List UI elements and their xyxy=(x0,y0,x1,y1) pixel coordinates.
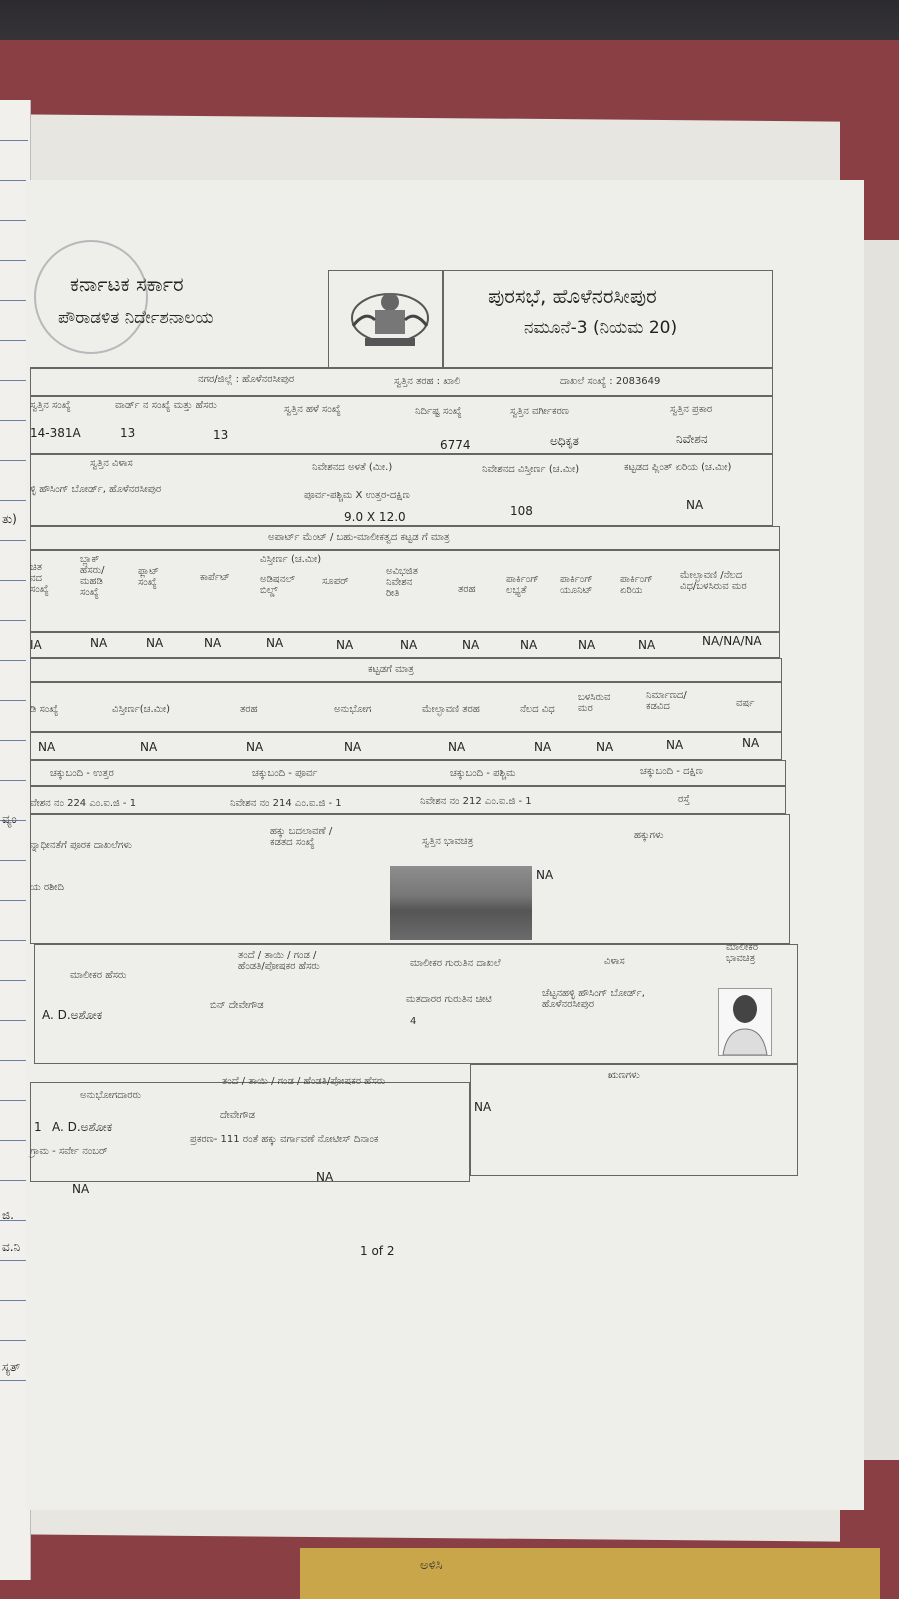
building-h6: ಬಳಸಿರುವ ಮರ xyxy=(578,692,611,714)
margin-text: ವ.ನಿ xyxy=(2,1240,21,1254)
apartment-title: ಅಪಾರ್ಟ್ ಮೆಂಟ್ / ಬಹು-ಮಾಲೀಕತ್ವದ ಕಟ್ಟಡ ಗೆ ಮಾತ್ರ xyxy=(268,532,450,543)
docs-value: ಯ ರಶೀದಿ xyxy=(30,882,64,893)
ward-name: 13 xyxy=(213,428,229,442)
photo-header: ಸ್ವತ್ತಿನ ಭಾವಚಿತ್ರ xyxy=(422,836,474,847)
apartment-v8: NA xyxy=(520,638,538,652)
apartment-v7: NA xyxy=(462,638,480,652)
old-number-header: ಸ್ವತ್ತಿನ ಹಳೆ ಸಂಖ್ಯೆ xyxy=(284,404,341,415)
rights-value: NA xyxy=(536,868,554,882)
apartment-h7: ತರಹ xyxy=(458,584,476,595)
survey-label: ಗ್ರಾಮ - ಸರ್ವೇ ನಂಬರ್ xyxy=(30,1146,108,1157)
apartment-h11: ಮೇಲ್ಛಾವಣಿ /ನೆಲದ ವಿಧ/ಬಳಸಿರುವ ಮರ xyxy=(680,570,747,592)
boundary-south-header: ಚಕ್ಕುಬಂದಿ - ದಕ್ಷಿಣ xyxy=(640,766,703,777)
owner-photo xyxy=(718,988,772,1056)
boundary-north-header: ಚಕ್ಕುಬಂದಿ - ಉತ್ತರ xyxy=(50,768,114,779)
ward-number: 13 xyxy=(120,426,136,440)
margin-text: ಜಿ. xyxy=(2,1208,14,1222)
property-number-header: ಸ್ವತ್ತಿನ ಸಂಖ್ಯೆ xyxy=(30,400,71,411)
person-icon xyxy=(719,989,771,1055)
owner-address: ಚೆಟ್ಟನಹಳ್ಳಿ ಹೌಸಿಂಗ್ ಬೋರ್ಡ್, ಹೊಳೆನರಸೀಪುರ xyxy=(542,988,645,1010)
apartment-v1: NA xyxy=(90,636,108,650)
apartment-v3: NA xyxy=(204,636,222,650)
owner-parent-header: ತಂದೆ / ತಾಯಿ / ಗಂಡ / ಹೆಂಡತಿ/ಪೋಷಕರ ಹೆಸರು xyxy=(238,950,320,972)
plinth-header: ಕಟ್ಟಡದ ಪ್ಲಿಂತ್ ಏರಿಯ (ಚ.ಮೀ) xyxy=(624,462,732,473)
plinth-value: NA xyxy=(686,498,704,512)
owner-id-label: ಮತದಾರರ ಗುರುತಿನ ಚೀಟಿ xyxy=(406,994,492,1005)
occupant-name: A. D.ಅಶೋಕ xyxy=(52,1120,113,1134)
apartment-h9: ಪಾರ್ಕಿಂಗ್ ಯೂನಿಟ್ xyxy=(560,574,593,596)
dimension-value: 9.0 X 12.0 xyxy=(344,510,406,524)
building-h2: ತರಹ xyxy=(240,704,258,715)
address-header: ಸ್ವತ್ತಿನ ವಿಳಾಸ xyxy=(90,458,133,469)
building-v3: NA xyxy=(344,740,362,754)
owner-name: A. D.ಅಶೋಕ xyxy=(42,1008,103,1022)
owner-id-header: ಮಾಲೀಕರ ಗುರುತಿನ ದಾಖಲೆ xyxy=(410,958,501,969)
property-type-label: ಸ್ವತ್ತಿನ ತರಹ : ಖಾಲಿ xyxy=(394,376,461,387)
property-address: ಳ್ಳಿ ಹೌಸಿಂಗ್ ಬೋರ್ಡ್, ಹೊಳೆನರಸೀಪುರ xyxy=(30,484,162,495)
building-v4: NA xyxy=(448,740,466,754)
building-v6: NA xyxy=(596,740,614,754)
dimension-label: ಪೂರ್ವ-ಪಶ್ಚಿಮ X ಉತ್ತರ-ದಕ್ಷಿಣ xyxy=(304,490,410,501)
building-h3: ಅನುಭೋಗ xyxy=(334,704,372,715)
property-kind-header: ಸ್ವತ್ತಿನ ಪ್ರಕಾರ xyxy=(670,404,713,415)
apartment-v6: NA xyxy=(400,638,418,652)
specific-number: 6774 xyxy=(440,438,471,452)
apartment-v0: IA xyxy=(30,638,42,652)
boundary-east: ನಿವೇಶನ ನಂ 214 ಎಂ.ಐ.ಜಿ - 1 xyxy=(230,798,342,809)
property-form xyxy=(30,270,798,1205)
classification: ಅಧಿಕೃತ xyxy=(550,434,579,448)
owner-parent: ಬಿನ್ ದೇವೇಗೌಡ xyxy=(210,1000,264,1011)
property-photo xyxy=(390,866,532,940)
building-h1: ವಿಸ್ತೀರ್ಣ(ಚ.ಮೀ) xyxy=(112,704,171,715)
apartment-h2: ಫ್ಲಾಟ್ ಸಂಖ್ಯೆ xyxy=(138,566,159,588)
form-number: ನಮೂನೆ-3 (ನಿಯಮ 20) xyxy=(524,318,678,338)
building-h0: ಡಿ ಸಂಖ್ಯೆ xyxy=(30,704,59,715)
apartment-h10: ಪಾರ್ಕಿಂಗ್ ಏರಿಯ xyxy=(620,574,653,596)
margin-text: ಸ್ಯತ್ xyxy=(2,1360,21,1374)
dimension-header: ನಿವೇಶನದ ಅಳತೆ (ಮೀ.) xyxy=(312,462,393,473)
building-h7: ನಿರ್ಮಾಣದ/ ಕಡವಿದ xyxy=(646,690,687,712)
notice-value: NA xyxy=(316,1170,334,1184)
encumbrance-value: NA xyxy=(474,1100,492,1114)
boundary-west-header: ಚಕ್ಕುಬಂದಿ - ಪಶ್ಚಿಮ xyxy=(450,768,516,779)
apartment-h8: ಪಾರ್ಕಿಂಗ್ ಲಭ್ಯತೆ xyxy=(506,574,539,596)
building-v2: NA xyxy=(246,740,264,754)
building-h5: ನೆಲದ ವಿಧ xyxy=(520,704,555,715)
property-kind: ನಿವೇಶನ xyxy=(676,432,708,446)
apartment-h0: ಚಿತ ನದ ಸಂಖ್ಯೆ xyxy=(30,562,49,595)
state-emblem-icon xyxy=(345,280,435,355)
bottom-strip xyxy=(300,1548,880,1599)
area-header: ನಿವೇಶನದ ವಿಸ್ತೀರ್ಣ (ಚ.ಮೀ) xyxy=(482,464,580,475)
boundary-east-header: ಚಕ್ಕುಬಂದಿ - ಪೂರ್ವ xyxy=(252,768,318,779)
city-district: ನಗರ/ಜಿಲ್ಲೆ : ಹೊಳೆನರಸೀಪುರ xyxy=(198,374,295,385)
apartment-v9: NA xyxy=(578,638,596,652)
occupant-parent-header: ತಂದೆ / ತಾಯಿ / ಗಂಡ / ಹೆಂಡತಿ/ಪೋಷಕರ ಹೆಸರು xyxy=(222,1076,386,1087)
occupant-header: ಅನುಭೋಗದಾರರು xyxy=(80,1090,141,1101)
dept-title: ಪೌರಾಡಳಿತ ನಿರ್ದೇಶನಾಲಯ xyxy=(58,308,214,328)
margin-text: ತು) xyxy=(2,512,17,526)
apartment-v4: NA xyxy=(266,636,284,650)
property-number: 14-381A xyxy=(30,426,81,440)
building-v7: NA xyxy=(666,738,684,752)
ward-header: ವಾರ್ಡ್ ನ ಸಂಖ್ಯೆ ಮತ್ತು ಹೆಸರು xyxy=(115,400,217,411)
owner-photo-header: ಮಾಲೀಕರ ಭಾವಚಿತ್ರ xyxy=(726,942,759,964)
building-v0: NA xyxy=(38,740,56,754)
building-h4: ಮೇಲ್ಛಾವಣಿ ತರಹ xyxy=(422,704,480,715)
owner-address-header: ವಿಳಾಸ xyxy=(604,956,625,967)
survey-value: NA xyxy=(72,1182,90,1196)
specific-number-header: ನಿರ್ದಿಷ್ಟ ಸಂಖ್ಯೆ xyxy=(415,406,462,417)
building-v5: NA xyxy=(534,740,552,754)
building-v1: NA xyxy=(140,740,158,754)
boundary-south: ರಸ್ತೆ xyxy=(678,794,690,805)
page-number: 1 of 2 xyxy=(360,1244,395,1258)
municipality-title: ಪುರಸಭೆ, ಹೊಳೆನರಸೀಪುರ xyxy=(488,284,657,308)
apartment-v11: NA/NA/NA xyxy=(702,634,762,648)
apartment-v2: NA xyxy=(146,636,164,650)
building-v8: NA xyxy=(742,736,760,750)
apartment-h1: ಬ್ಲಾಕ್ ಹೆಸರು/ ಮಹಡಿ ಸಂಖ್ಯೆ xyxy=(80,554,105,598)
notice-label: ಪ್ರಕರಣ- 111 ರಂತೆ ಹಕ್ಕು ವರ್ಗಾವಣೆ ನೋಟೀಸ್ ದಿನಾಂಕ xyxy=(190,1134,379,1145)
apartment-h3: ಕಾರ್ಪೆಟ್ xyxy=(200,572,230,583)
docs-header: ನ್ನಾಧೀನತೆಗೆ ಪೂರಕ ದಾಖಲೆಗಳು xyxy=(30,840,132,851)
occupant-sl: 1 xyxy=(34,1120,42,1134)
margin-text: ವ್ಯಂ xyxy=(2,812,17,826)
apartment-h4: ಅಡಿಷನಲ್ ಬಿಲ್ಡ್ xyxy=(260,574,295,596)
boundary-west: ನಿವೇಶನ ನಂ 212 ಎಂ.ಐ.ಜಿ - 1 xyxy=(420,796,532,807)
owner-name-header: ಮಾಲೀಕರ ಹೆಸರು xyxy=(70,970,127,981)
boundary-north: ವೇಶನ ನಂ 224 ಎಂ.ಐ.ಜಿ - 1 xyxy=(30,798,137,809)
apartment-v10: NA xyxy=(638,638,656,652)
building-h8: ವರ್ಷ xyxy=(736,698,755,709)
rights-header: ಹಕ್ಕುಗಳು xyxy=(634,830,664,841)
record-number: ದಾಖಲೆ ಸಂಖ್ಯೆ : 2083649 xyxy=(560,376,661,387)
apartment-area-group: ವಿಸ್ತೀರ್ಣ (ಚ.ಮೀ) xyxy=(260,554,322,565)
govt-title: ಕರ್ನಾಟಕ ಸರ್ಕಾರ xyxy=(70,272,184,296)
mutation-header: ಹಕ್ಕು ಬದಲಾವಣೆ / ಕಡತದ ಸಂಖ್ಯೆ xyxy=(270,826,333,848)
apartment-v5: NA xyxy=(336,638,354,652)
encumbrance-header: ಋಣಗಳು xyxy=(608,1070,640,1081)
bottom-strip-text: ಅಳಿಸಿ xyxy=(420,1558,443,1573)
area-value: 108 xyxy=(510,504,533,518)
building-title: ಕಟ್ಟಡಗೆ ಮಾತ್ರ xyxy=(368,664,414,675)
classification-header: ಸ್ವತ್ತಿನ ವರ್ಗೀಕರಣ xyxy=(510,406,569,417)
occupant-parent: ದೇವೇಗೌಡ xyxy=(220,1110,255,1121)
apartment-h5: ಸೂಪರ್ xyxy=(322,576,349,587)
apartment-h6: ಅವಿಭಜಿತ ನಿವೇಶನ ರೀತಿ xyxy=(386,566,418,599)
owner-id-value: 4 xyxy=(410,1016,417,1027)
right-sheet xyxy=(858,240,899,1460)
